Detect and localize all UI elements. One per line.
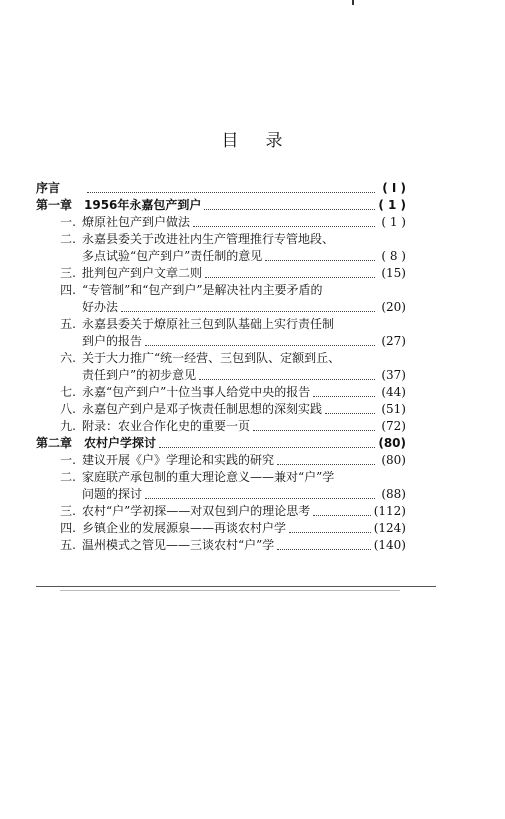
bottom-rule — [36, 586, 436, 587]
entry-number: 七. — [60, 385, 76, 399]
dot-leader — [87, 191, 375, 193]
page-number: (88) — [381, 487, 406, 501]
entry-title: 农村户学探讨 — [84, 436, 157, 450]
toc-entry-1-8[interactable] — [36, 401, 406, 418]
entry-number: 二. — [60, 232, 76, 246]
toc-entry-1-9[interactable] — [36, 418, 406, 435]
toc-entry-1-4-cont[interactable] — [36, 299, 406, 316]
entry-number: 四. — [60, 521, 76, 535]
entry-title: 1956年永嘉包产到户 — [84, 198, 202, 212]
dot-leader — [159, 446, 375, 448]
dot-leader — [277, 548, 370, 550]
toc-entry-2-2[interactable] — [36, 469, 406, 486]
scan-mark — [352, 0, 354, 5]
entry-title: 附录：农业合作化史的重要一页 — [82, 419, 251, 433]
page-number: ( 1 ) — [381, 215, 406, 229]
entry-number: 序言 — [36, 181, 61, 195]
page-number: (15) — [381, 266, 406, 280]
dot-leader — [277, 463, 375, 465]
toc-entry-1-4[interactable] — [36, 282, 406, 299]
dot-leader — [193, 225, 375, 227]
dot-leader — [325, 412, 375, 414]
page-number: ( 8 ) — [381, 249, 406, 263]
entry-title: 永嘉“包产到户”十位当事人给党中央的报告 — [82, 385, 311, 399]
toc-entry-1-2[interactable] — [36, 231, 406, 248]
entry-number: 第一章 — [36, 198, 73, 212]
bottom-rule-faint — [60, 590, 400, 591]
entry-title: 建议开展《户》学理论和实践的研究 — [82, 453, 275, 467]
page-number: ( 1 ) — [378, 198, 406, 212]
entry-number: 五. — [60, 538, 76, 552]
toc-entry-chapter-1[interactable] — [36, 197, 406, 214]
entry-number: 二. — [60, 470, 76, 484]
table-of-contents — [36, 180, 406, 554]
toc-entry-1-2-cont[interactable] — [36, 248, 406, 265]
entry-number: 一. — [60, 453, 76, 467]
page-number: (37) — [381, 368, 406, 382]
dot-leader — [313, 395, 375, 397]
entry-number: 三. — [60, 266, 76, 280]
entry-number: 九. — [60, 419, 76, 433]
dot-leader — [121, 310, 375, 312]
title-char-2: 录 — [265, 131, 284, 151]
toc-entry-2-3[interactable] — [36, 503, 406, 520]
page-number: (27) — [381, 334, 406, 348]
entry-title: 永嘉县委关于改进社内生产管理推行专管地段、 — [82, 232, 335, 246]
toc-entry-1-3[interactable] — [36, 265, 406, 282]
entry-number: 六. — [60, 351, 76, 365]
page-number: (51) — [381, 402, 406, 416]
page-number: ( Ⅰ ) — [382, 181, 406, 195]
entry-title: 关于大力推广“统一经营、三包到队、定额到丘、 — [82, 351, 341, 365]
page-number: (20) — [381, 300, 406, 314]
toc-entry-1-7[interactable] — [36, 384, 406, 401]
entry-title-continued: 责任到户”的初步意见 — [82, 368, 197, 382]
page-number: (112) — [373, 504, 406, 518]
page-number: (80) — [381, 453, 406, 467]
dot-leader — [265, 259, 375, 261]
page-number: (140) — [373, 538, 406, 552]
entry-number: 四. — [60, 283, 76, 297]
entry-number: 一. — [60, 215, 76, 229]
entry-number: 五. — [60, 317, 76, 331]
entry-title: 温州模式之管见——三谈农村“户”学 — [82, 538, 275, 552]
entry-title: “专管制”和“包产到户”是解决社内主要矛盾的 — [82, 283, 323, 297]
toc-entry-1-1[interactable] — [36, 214, 406, 231]
dot-leader — [205, 276, 375, 278]
toc-entry-2-2-cont[interactable] — [36, 486, 406, 503]
page-number: (80) — [378, 436, 406, 450]
entry-title: 永嘉包产到户是邓子恢责任制思想的深刻实践 — [82, 402, 323, 416]
entry-number: 三. — [60, 504, 76, 518]
dot-leader — [199, 378, 375, 380]
entry-title: 家庭联产承包制的重大理论意义——兼对“户”学 — [82, 470, 335, 484]
dot-leader — [145, 497, 375, 499]
entry-title-continued: 到户的报告 — [82, 334, 143, 348]
page-number: (72) — [381, 419, 406, 433]
dot-leader — [145, 344, 375, 346]
toc-entry-2-5[interactable] — [36, 537, 406, 554]
dot-leader — [204, 208, 375, 210]
entry-title-continued: 好办法 — [82, 300, 119, 314]
entry-title: 永嘉县委关于燎原社三包到队基础上实行责任制 — [82, 317, 335, 331]
dot-leader — [253, 429, 375, 431]
page-title — [0, 126, 505, 151]
toc-entry-1-6-cont[interactable] — [36, 367, 406, 384]
dot-leader — [289, 531, 371, 533]
entry-title: 乡镇企业的发展源泉——再谈农村户学 — [82, 521, 287, 535]
page-number: (44) — [381, 385, 406, 399]
toc-entry-1-6[interactable] — [36, 350, 406, 367]
toc-entry-2-1[interactable] — [36, 452, 406, 469]
title-char-1: 目 — [221, 131, 240, 151]
entry-title-continued: 多点试验“包产到户”责任制的意见 — [82, 249, 263, 263]
toc-entry-1-5-cont[interactable] — [36, 333, 406, 350]
toc-entry-preface[interactable] — [36, 180, 406, 197]
entry-title: 燎原社包产到户做法 — [82, 215, 191, 229]
dot-leader — [313, 514, 370, 516]
toc-entry-chapter-2[interactable] — [36, 435, 406, 452]
toc-entry-2-4[interactable] — [36, 520, 406, 537]
entry-title: 农村“户”学初探——对双包到户的理论思考 — [82, 504, 311, 518]
entry-title-continued: 问题的探讨 — [82, 487, 143, 501]
entry-title: 批判包产到户文章二则 — [82, 266, 203, 280]
entry-number: 第二章 — [36, 436, 73, 450]
page-number: (124) — [373, 521, 406, 535]
toc-entry-1-5[interactable] — [36, 316, 406, 333]
entry-number: 八. — [60, 402, 76, 416]
